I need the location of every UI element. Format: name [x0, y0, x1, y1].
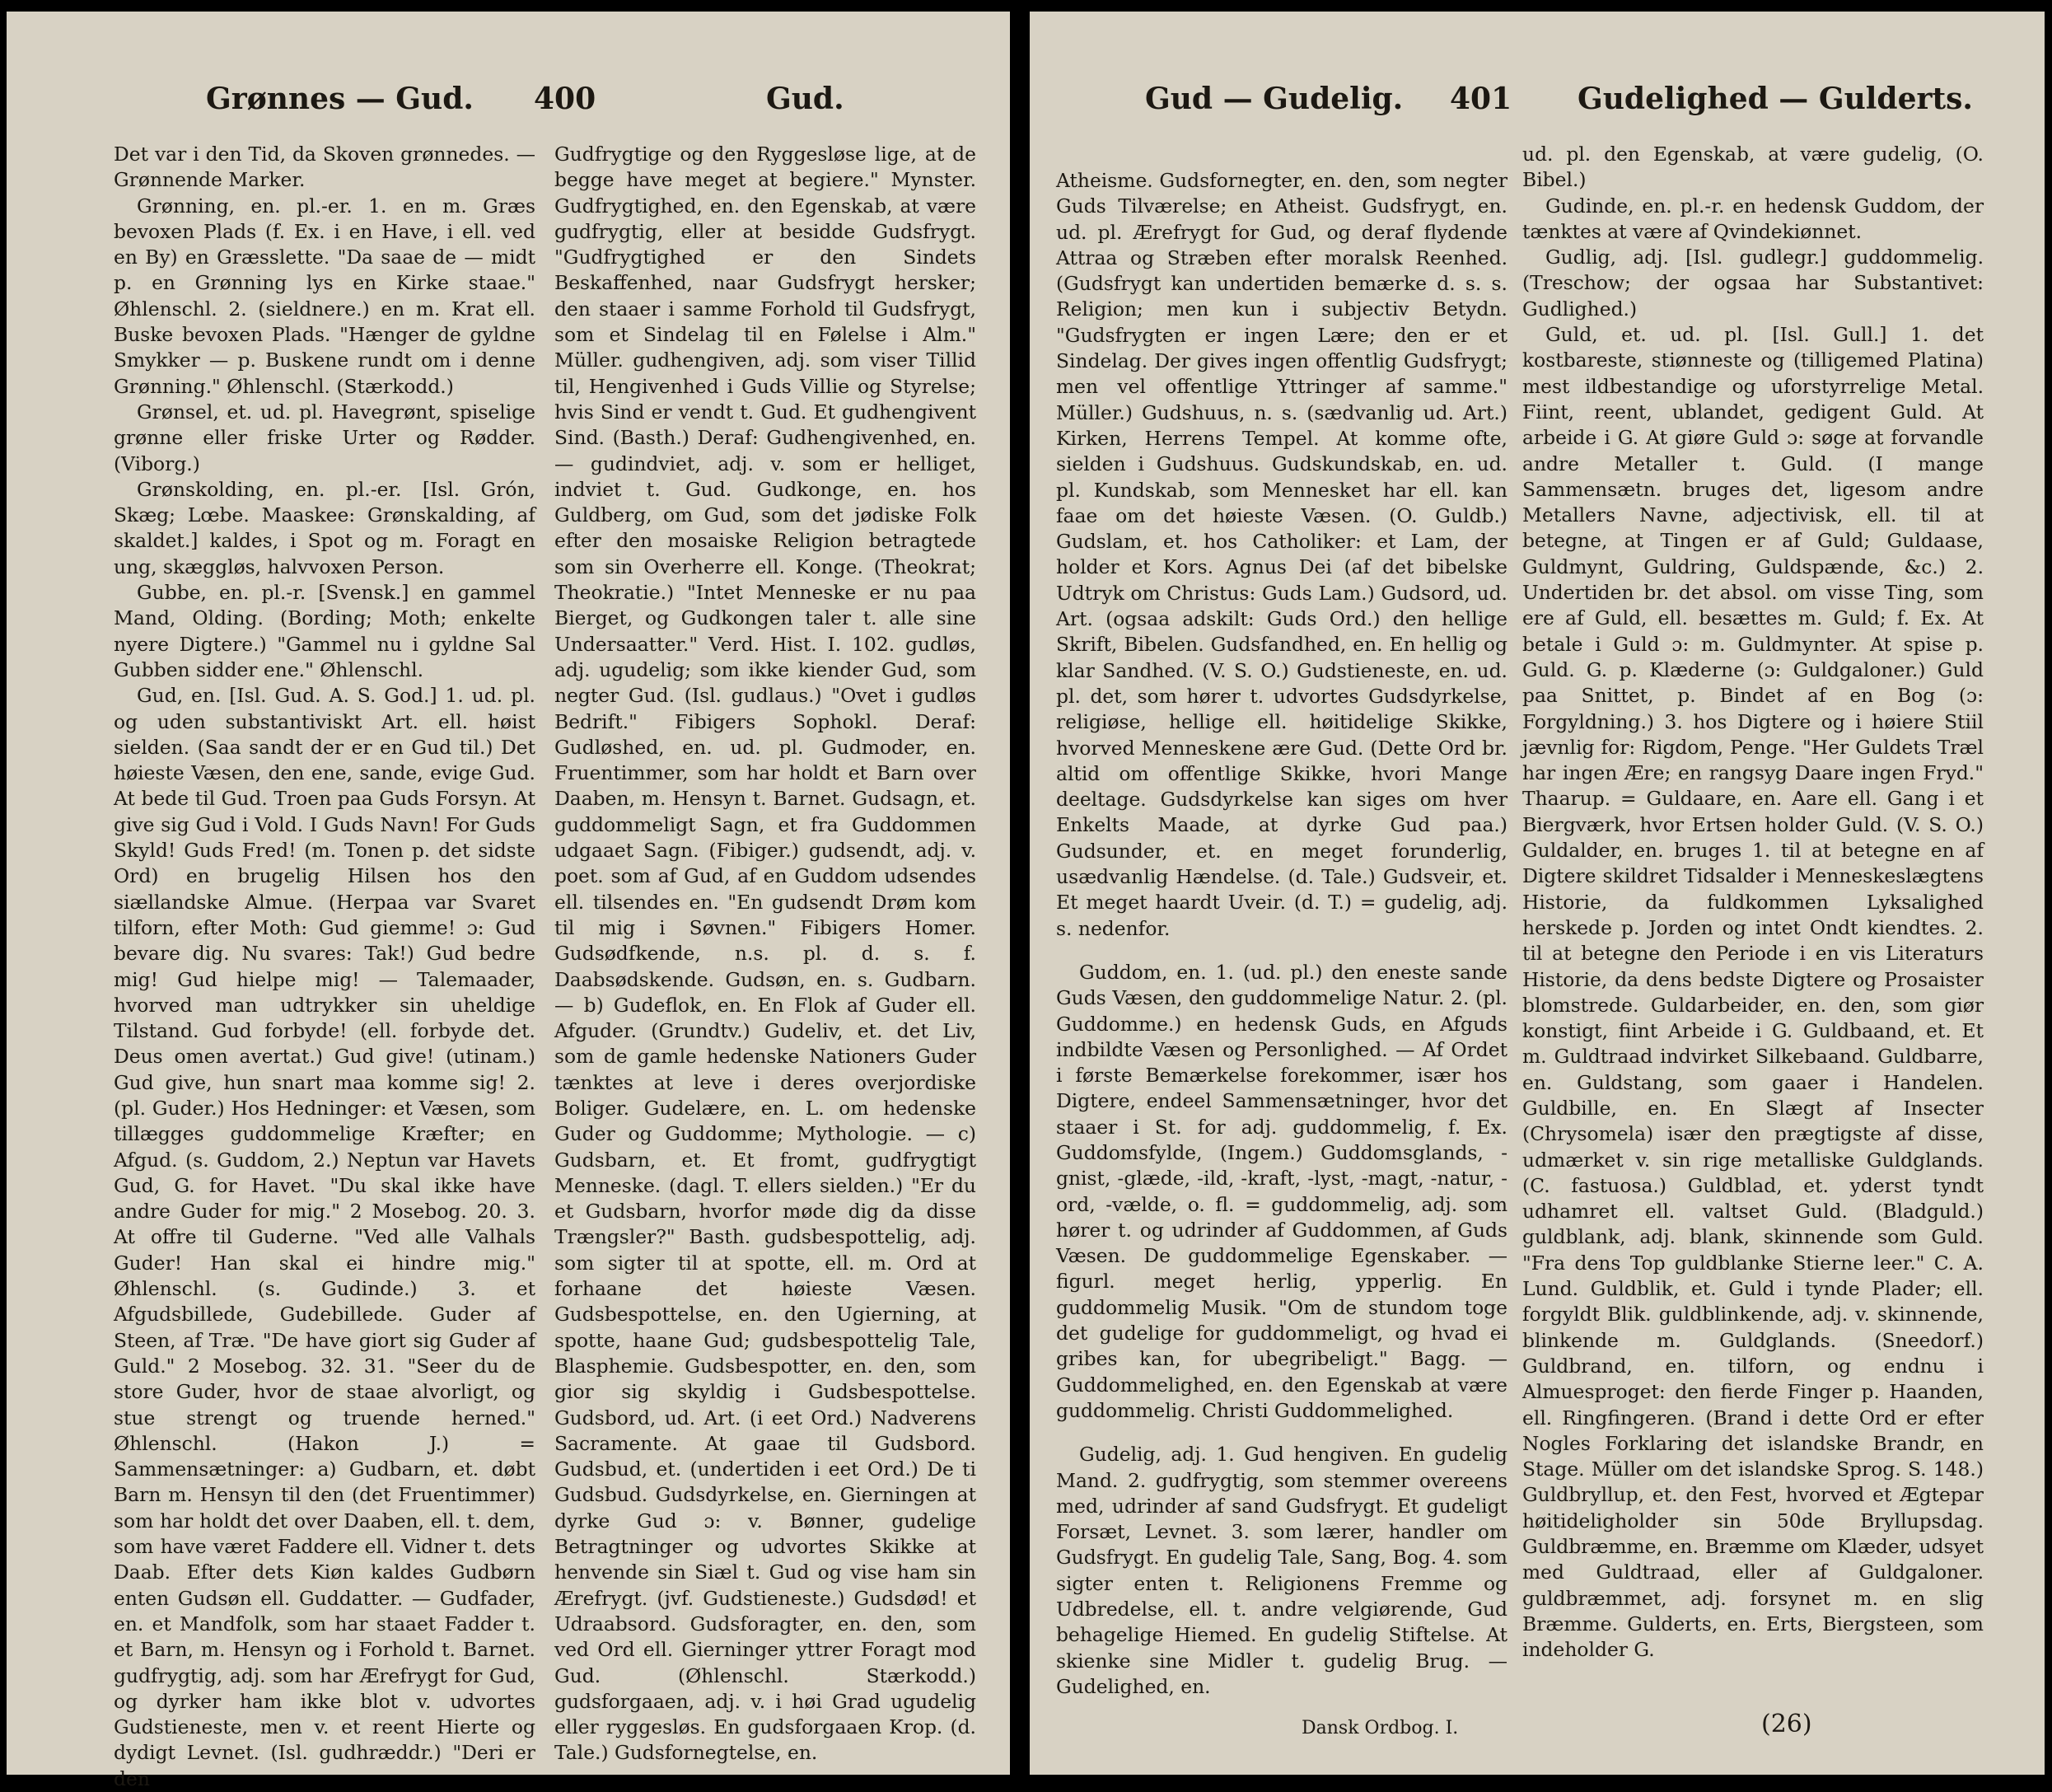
header-right-headword: Gud.	[766, 82, 844, 116]
header-right-headword: Gudelighed — Gulderts.	[1578, 82, 1973, 116]
dictionary-entry: Gud, en. [Isl. Gud. A. S. God.] 1. ud. pl. og uden substantiviskt Art. ell. høist sielden. (Saa sandt der er en Gud til.) Det høieste Væsen, den ene, sande, evige Gud. At bede til Gud. Troen paa Guds Forsyn. At give sig Gud i Vold. I Guds Navn! For Guds Skyld! Guds Fred! (m. Tonen p. det sidste Ord) en brugelig Hilsen hos den siællandske Almue. (Herpaa var Svaret tilforn, efter Moth: Gud giemme! ɔ: Gud bevare dig. Nu svares: Tak!) Gud bedre mig! Gud hielpe mig! — Talemaader, hvorved man udtrykker sin uheldige Tilstand. Gud forbyde! (ell. forbyde det. Deus omen avertat.) Gud give! (utinam.) Gud give, hun snart maa komme sig! 2. (pl. Guder.) Hos Hedninger: et Væsen, som tillægges guddommelige Kræfter; en Afgud. (s. Guddom, 2.) Neptun var Havets Gud, G. for Havet. "Du skal ikke have andre Guder for mig." 2 Mosebog. 20. 3. At offre til Guderne. "Ved alle Valhals Guder! Han skal ei hindre mig." Øhlenschl. (s. Gudinde.) 3. et Afgudsbillede, Gudebillede. Guder af Steen, af Træ. "De have giort sig Guder af Guld." 2 Mosebog. 32. 31. "Seer du de store Guder, hvor de staae alvorligt, og stue strengt og truende herned." Øhlenschl. (Hakon J.) = Sammensætninger: a) Gudbarn, et. døbt Barn m. Hensyn til den (det Fruentimmer) som har holdt det over Daaben, ell. t. dem, som have været Faddere ell. Vidner t. dets Daab. Efter dets Kiøn kaldes Gudbørn enten Gudsøn ell. Guddatter. — Gudfader, en. et Mandfolk, som har staaet Fadder t. et Barn, m. Hensyn og i Forhold t. Barnet. gudfrygtig, adj. som har Ærefrygt for Gud, og dyrker ham ikke blot v. udvortes Gudstieneste, men v. et reent Hierte og dydigt Levnet. (Isl. gudhræddr.) "Deri er den	[114, 684, 535, 1790]
signature-mark: (26)	[1761, 1710, 1812, 1738]
dictionary-entry: Guld, et. ud. pl. [Isl. Gull.] 1. det kostbareste, stiønneste og (tilligemed Platina) mest ildbestandige og uforstyrrelige Metal. Fiint, reent, ublandet, gedigent Guld. At arbeide i G. At giøre Guld ɔ: søge at forvandle andre Metaller t. Guld. (I mange Sammensætn. bruges det, ligesom andre Metallers Navne, adjectivisk, ell. til at betegne, at Tingen er af Guld; Guldaase, Guldmynt, Guldring, Guldspænde, &c.) 2. Undertiden br. det absol. om visse Ting, som ere af Guld, ell. besættes m. Guld; f. Ex. At betale i Guld ɔ: m. Guldmynter. At spise p. Guld. G. p. Klæderne (ɔ: Guldgaloner.) Guld paa Snittet, p. Bindet af en Bog (ɔ: Forgyldning.) 3. hos Digtere og i høiere Stiil jævnlig for: Rigdom, Penge. "Her Guldets Træl har ingen Ære; en rangsyg Daare ingen Fryd." Thaarup. = Guldaare, en. Aare ell. Gang i et Biergværk, hvor Ertsen holder Guld. (V. S. O.) Guldalder, en. bruges 1. til at betegne en af Digtere skildret Tidsalder i Menneskeslægtens Historie, da fuldkommen Lyksalighed herskede p. Jorden og intet Ondt kiendtes. 2. til at betegne den Periode i en vis Literaturs Historie, da dens bedste Digtere og Prosaister blomstrede. Guldarbeider, en. den, som giør konstigt, fiint Arbeide i G. Guldbaand, et. Et m. Guldtraad indvirket Silkebaand. Guldbarre, en. Guldstang, som gaaer i Handelen. Guldbille, en. En Slægt af Insecter (Chrysomela) især den prægtigste af disse, udmærket v. sin rige metalliske Guldglands. (C. fastuosa.) Guldblad, et. yderst tyndt udhamret ell. valtset Guld. (Bladguld.) guldblank, adj. blank, skinnende som Guld. "Fra dens Top guldblanke Stierne leer." C. A. Lund. Guldblik, et. Guld i tynde Plader; ell. forgyldt Blik. guldblinkende, adj. v. skinnende, blinkende m. Guldglands. (Sneedorf.) Guldbrand, en. tilforn, og endnu i Almuesproget: den fierde Finger p. Haanden, ell. Ringfingeren. (Brand i dette Ord er efter Nogles Forklaring det islandske Brandr, en Stage. Müller om det islandske Sprog. S. 148.) Guldbryllup, et. den Fest, hvorved et Ægtepar høitideligholder sin 50de Bryllupsdag. Guldbræmme, en. Bræmme om Klæder, udsyet med Guldtraad, eller af Guldgaloner. guldbræmmet, adj. forsynet m. en slig Bræmme. Gulderts, en. Erts, Biergsteen, som indeholder G.	[1522, 323, 1984, 1662]
text-column	[1522, 142, 1984, 1692]
text-column	[114, 142, 535, 1790]
dictionary-entry: Gudfrygtige og den Ryggesløse lige, at de begge have meget at begiere." Mynster. Gudfrygtighed, en. den Egenskab, at være gudfrygtig, eller at besidde Gudsfrygt. "Gudfrygtighed er den Sindets Beskaffenhed, naar Gudsfrygt hersker; den staaer i samme Forhold til Gudsfrygt, som et Sindelag til en Følelse i Alm." Müller. gudhengiven, adj. som viser Tillid til, Hengivenhed i Guds Villie og Styrelse; hvis Sind er vendt t. Gud. Et gudhengivent Sind. (Basth.) Deraf: Gudhengivenhed, en. — gudindviet, adj. v. som er helliget, indviet t. Gud. Gudkonge, en. hos Guldberg, om Gud, som det jødiske Folk efter den mosaiske Religion betragtede som sin Overherre ell. Konge. (Theokrat; Theokratie.) "Intet Menneske er nu paa Bierget, og Gudkongen taler t. alle sine Undersaatter." Verd. Hist. I. 102. gudløs, adj. ugudelig; som ikke kiender Gud, som negter Gud. (Isl. gudlaus.) "Ovet i gudløs Bedrift." Fibigers Sophokl. Deraf: Gudløshed, en. ud. pl. Gudmoder, en. Fruentimmer, som har holdt et Barn over Daaben, m. Hensyn t. Barnet. Gudsagn, et. guddommeligt Sagn, et fra Guddommen udgaaet Sagn. (Fibiger.) gudsendt, adj. v. poet. som af Gud, af en Guddom udsendes ell. tilsendes en. "En gudsendt Drøm kom til mig i Søvnen." Fibigers Homer. Gudsødfkende, n.s. pl. d. s. f. Daabsødskende. Gudsøn, en. s. Gudbarn. — b) Gudeflok, en. En Flok af Guder ell. Afguder. (Grundtv.) Gudeliv, et. det Liv, som de gamle hedenske Nationers Guder tænktes at leve i deres overjordiske Boliger. Gudelære, en. L. om hedenske Guder og Guddomme; Mythologie. — c) Gudsbarn, et. Et fromt, gudfrygtigt Menneske. (dagl. T. ellers sielden.) "Er du et Gudsbarn, hvorfor møde dig da disse Trængsler?" Basth. gudsbespottelig, adj. som sigter til at spotte, ell. m. Ord at forhaane det høieste Væsen. Gudsbespottelse, en. den Ugierning, at spotte, haane Gud; gudsbespottelig Tale, Blasphemie. Gudsbespotter, en. den, som gior sig skyldig i Gudsbespottelse. Gudsbord, ud. Art. (i eet Ord.) Nadverens Sacramente. At gaae til Gudsbord. Gudsbud, et. (undertiden i eet Ord.) De ti Gudsbud. Gudsdyrkelse, en. Gierningen at dyrke Gud ɔ: v. Bønner, gudelige Betragtninger og udvortes Skikke at henvende sin Siæl t. Gud og vise ham sin Ærefrygt. (jvf. Gudstieneste.) Gudsdød! et Udraabsord. Gudsforagter, en. den, som ved Ord ell. Gierninger yttrer Foragt mod Gud. (Øhlenschl. Stærkodd.) gudsforgaaen, adj. v. i høi Grad ugudelig eller ryggesløs. En gudsforgaaen Krop. (d. Tale.) Gudsfornegtelse, en.	[554, 143, 976, 1765]
printer-signature: Dansk Ordbog. I.	[1302, 1718, 1459, 1738]
text-column	[1056, 168, 1507, 1698]
dictionary-entry: Det var i den Tid, da Skoven grønnedes. — Grønnende Marker.	[114, 143, 535, 192]
page-header	[1030, 82, 2045, 131]
dictionary-entry: Gubbe, en. pl.-r. [Svensk.] en gammel Mand, Olding. (Bording; Moth; enkelte nyere Digtere.) "Gammel nu i gyldne Sal Gubben sidder ene." Øhlenschl.	[114, 581, 535, 681]
dictionary-entry: Guddom, en. 1. (ud. pl.) den eneste sande Guds Væsen, den guddommelige Natur. 2. (pl. Guddomme.) en hedensk Guds, en Afguds indbildte Væsen og Personlighed. — Af Ordet i første Bemærkelse forekommer, især hos Digtere, endeel Sammensætninger, hvor det staaer i St. for adj. guddommelig, f. Ex. Guddomsfylde, (Ingem.) Guddomsglands, -gnist, -glæde, -ild, -kraft, -lyst, -magt, -natur, -ord, -vælde, o. fl. = guddommelig, adj. som hører t. og udrinder af Guddommen, af Guds Væsen. De guddommelige Egenskaber. — figurl. meget herlig, ypperlig. En guddommelig Musik. "Om de stundom toge det gudelige for guddommeligt, og hvad ei gribes kan, for ubegribeligt." Bagg. — Guddommelighed, en. den Egenskab at være guddommelig. Christi Guddommelighed.	[1056, 960, 1507, 1422]
dictionary-entry: Grønskolding, en. pl.-er. [Isl. Grón, Skæg; Lœbe. Maaskee: Grønskalding, af skaldet.] kaldes, i Spot og m. Foragt en ung, skæggløs, halvvoxen Person.	[114, 477, 535, 578]
dictionary-entry: Gudlig, adj. [Isl. gudlegr.] guddommelig. (Treschow; der ogsaa har Substantivet: Gudlighed.)	[1522, 246, 1984, 321]
page-number: 400	[534, 82, 596, 116]
left-page	[7, 12, 1010, 1790]
book-gutter	[1010, 0, 1030, 1781]
dictionary-entry: Grønning, en. pl.-er. 1. en m. Græs bevoxen Plads (f. Ex. i en Have, i ell. ved en By) en Græsslette. "Da saae de — midt p. en Grønning lys en Kirke staae." Øhlenschl. 2. (sieldnere.) en m. Krat ell. Buske bevoxen Plads. "Hænger de gyldne Smykker — p. Buskene rundt om i denne Grønning." Øhlenschl. (Stærkodd.)	[114, 194, 535, 398]
dictionary-entry: Gudinde, en. pl.-r. en hedensk Guddom, der tænktes at være af Qvindekiønnet.	[1522, 194, 1984, 243]
text-column	[554, 142, 976, 1765]
header-left-headword: Gud — Gudelig.	[1145, 82, 1404, 116]
right-page	[1030, 12, 2045, 1775]
dictionary-entry: Atheisme. Gudsfornegter, en. den, som negter Guds Tilværelse; en Atheist. Gudsfrygt, en. ud. pl. Ærefrygt for Gud, og deraf flydende Attraa og Stræben efter moralsk Reenhed. (Gudsfrygt kan undertiden bemærke d. s. s. Religion; men kun i subjectiv Betydn. "Gudsfrygten er ingen Lære; den er et Sindelag. Der gives ingen offentlig Gudsfrygt; men vel offentlige Yttringer af samme." Müller.) Gudshuus, n. s. (sædvanlig ud. Art.) Kirken, Herrens Tempel. At komme ofte, sielden i Gudshuus. Gudskundskab, en. ud. pl. Kundskab, som Mennesket har ell. kan faae om det høieste Væsen. (O. Guldb.) Gudslam, et. hos Catholiker: et Lam, der holder et Kors. Agnus Dei (af det bibelske Udtryk om Christus: Guds Lam.) Gudsord, ud. Art. (ogsaa adskilt: Guds Ord.) den hellige Skrift, Bibelen. Gudsfandhed, en. En hellig og klar Sandhed. (V. S. O.) Gudstieneste, en. ud. pl. det, som hører t. udvortes Gudsdyrkelse, religiøse, hellige ell. høitidelige Skikke, hvorved Menneskene ære Gud. (Dette Ord br. altid om offentlige Skikke, hvori Mange deeltage. Gudsdyrkelse kan siges om hver Enkelts Maade, at dyrke Gud paa.) Gudsunder, et. en meget forunderlig, usædvanlig Hændelse. (d. Tale.) Gudsveir, et. Et meget haardt Uveir. (d. T.) = gudelig, adj. s. nedenfor.	[1056, 169, 1507, 940]
dictionary-entry: ud. pl. den Egenskab, at være gudelig, (O. Bibel.)	[1522, 143, 1984, 192]
dictionary-entry: Gudelig, adj. 1. Gud hengiven. En gudelig Mand. 2. gudfrygtig, som stemmer overeens med, udrinder af sand Gudsfrygt. Et gudeligt Forsæt, Levnet. 3. som lærer, handler om Gudsfrygt. En gudelig Tale, Sang, Bog. 4. som sigter enten t. Religionens Fremme og Udbredelse, ell. t. andre velgiørende, Gud behagelige Hiemed. En gudelig Stiftelse. At skienke sine Midler t. gudelig Brug. — Gudelighed, en.	[1056, 1443, 1507, 1698]
dictionary-entry: Grønsel, et. ud. pl. Havegrønt, spiselige grønne eller friske Urter og Rødder. (Viborg.)	[114, 400, 535, 475]
header-left-headword: Grønnes — Gud.	[206, 82, 474, 116]
page-header	[7, 82, 1010, 131]
page-number: 401	[1450, 82, 1512, 116]
